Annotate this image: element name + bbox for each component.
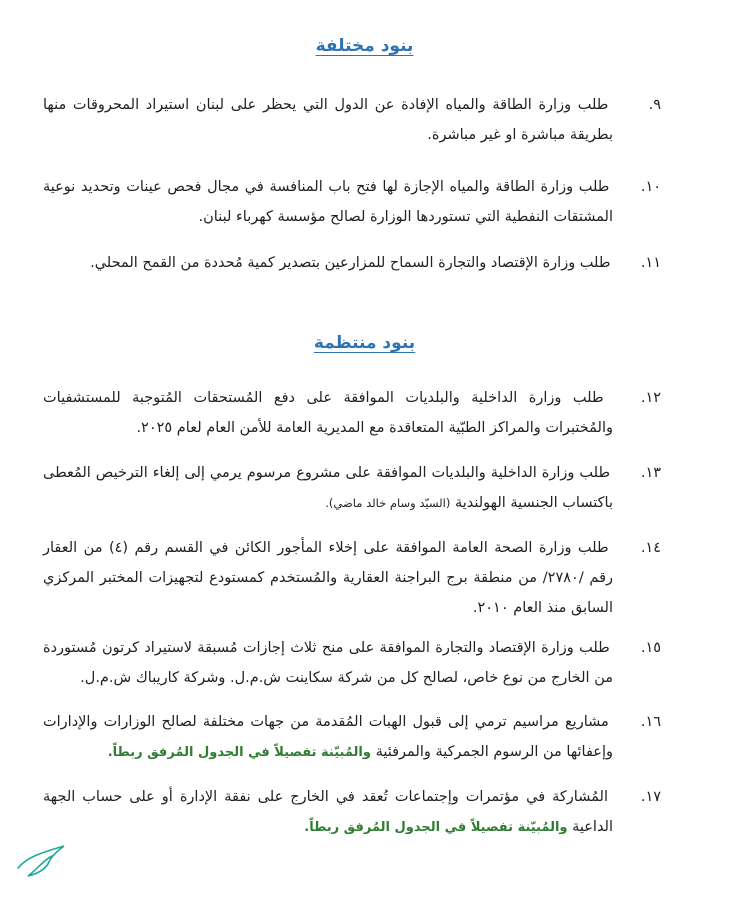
item-highlight: والمُبيّنة تفصيلاً في الجدول المُرفق ربطاً. xyxy=(304,820,568,835)
item-number: ١٢. xyxy=(640,390,662,406)
item-number: ١١. xyxy=(640,255,661,271)
list-item-14 xyxy=(43,533,661,623)
item-text: طلب وزارة الطاقة والمياه الإفادة عن الدول التي يحظر على لبنان استيراد المحروقات منها بطريقة مباشرة او غير مباشرة. xyxy=(43,97,613,143)
item-number: ١٤. xyxy=(640,540,661,556)
item-text: طلب وزارة الطاقة والمياه الإجازة لها فتح باب المنافسة في مجال فحص عينات وتحديد نوعية المشتقات النفطية التي تستوردها الوزارة لصالح مؤسسة كهرباء لبنان. xyxy=(43,179,613,225)
list-item-11 xyxy=(43,248,661,278)
item-text: طلب وزارة الصحة العامة الموافقة على إخلاء المأجور الكائن في القسم رقم (٤) من العقار رقم /٢٧٨٠/ من منطقة برج البراجنة العقارية والمُستخدم كمستودع لتجهيزات المختبر المركزي السابق منذ العام ٢٠١٠. xyxy=(43,540,614,616)
list-item-9 xyxy=(43,90,662,150)
item-number: ١٠. xyxy=(640,179,662,195)
item-note: (السيّد وسام خالد ماضي). xyxy=(325,496,451,510)
item-text: المُشاركة في مؤتمرات وإجتماعات تُعقد في الخارج على نفقة الإدارة أو على حساب الجهة الداعية xyxy=(43,789,613,835)
item-text: مشاريع مراسيم ترمي إلى قبول الهبات المُقدمة من جهات مختلفة لصالح الوزارات والإدارات وإعفائها من الرسوم الجمركية والمرفئية xyxy=(43,714,613,760)
section-heading-misc: بنود مختلفة xyxy=(315,36,414,56)
item-number: ٩. xyxy=(648,97,662,113)
list-item-12 xyxy=(43,383,662,443)
item-number: ١٥. xyxy=(640,640,662,656)
section-heading-regular: بنود منتظمة xyxy=(313,333,416,353)
list-item-13 xyxy=(43,458,662,518)
signature-icon xyxy=(14,838,74,880)
list-item-15 xyxy=(43,633,662,693)
item-number: ١٦. xyxy=(640,714,662,730)
item-text: طلب وزارة الإقتصاد والتجارة السماح للمزارعين بتصدير كمية مُحددة من القمح المحلي. xyxy=(90,255,611,271)
item-text: طلب وزارة الإقتصاد والتجارة الموافقة على منح ثلاث إجازات مُسبقة لاستيراد كرتون مُستوردة من الخارج من نوع خاص، لصالح كل من شركة سكاينت ش.م.ل. وشركة كاريباك ش.م.ل. xyxy=(43,640,613,686)
list-item-16 xyxy=(43,707,662,768)
item-text: طلب وزارة الداخلية والبلديات الموافقة على مشروع مرسوم يرمي إلى إلغاء الترخيص المُعطى باكتساب الجنسية الهولندية xyxy=(43,465,613,511)
item-text: طلب وزارة الداخلية والبلديات الموافقة على دفع المُستحقات المُتوجبة للمستشفيات والمُختبرات والمراكز الطبّية المتعاقدة مع المديرية العامة للأمن العام لعام ٢٠٢٥. xyxy=(43,390,613,436)
item-highlight: والمُبيّنة تفصيلاً في الجدول المُرفق ربطاً. xyxy=(107,745,371,760)
item-number: ١٣. xyxy=(640,465,662,481)
list-item-10 xyxy=(43,172,662,232)
item-number: ١٧. xyxy=(640,789,662,805)
list-item-17 xyxy=(43,782,662,843)
